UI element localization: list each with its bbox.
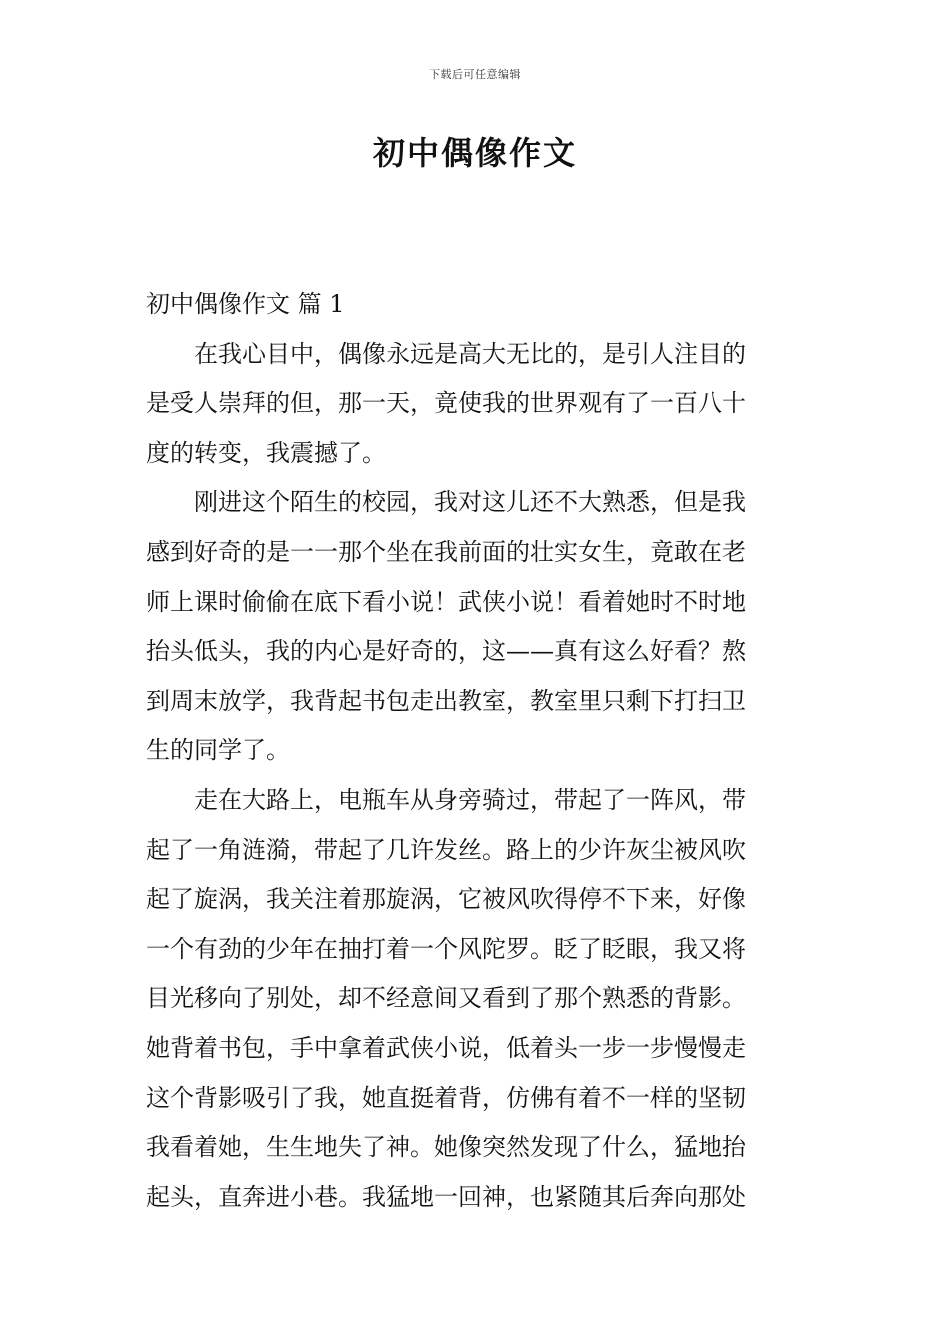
document-title: 初中偶像作文 [372,134,577,172]
header-note: 下载后可任意编辑 [429,68,521,81]
paragraph-1: 在我心目中，偶像永远是高大无比的，是引人注目的 是受人崇拜的但，那一天，竟使我的世界观有了一百八十 度的转变，我震撼了。 [146,339,746,467]
paragraph-3: 走在大路上，电瓶车从身旁骑过，带起了一阵风，带 起了一角涟漪，带起了几许发丝。路上的少许灰尘被风吹 起了旋涡，我关注着那旋涡，它被风吹得停不下来，好像 一个有劲的少年在抽打着一个风陀罗。眨了眨眼，我又将 目光移向了别处，却不经意间又看到了那个熟悉的背影。 她背着书包，手中拿着武侠小说，低着头一步一步慢慢走 这个背影吸引了我，她直挺着背，仿佛有着不一样的坚韧 我看着她，生生地失了神。她像突然发现了什么，猛地抬 起头，直奔进小巷。我猛地一回神，也紧随其后奔向那处 [146,785,746,1211]
paragraph-2: 刚进这个陌生的校园，我对这儿还不大熟悉，但是我 感到好奇的是一一那个坐在我前面的壮实女生，竟敢在老 师上课时偷偷在底下看小说！武侠小说！看着她时不时地 抬头低头，我的内心是好奇的，这——真有这么好看？熬 到周末放学，我背起书包走出教室，教室里只剩下打扫卫 生的同学了。 [146,488,746,765]
document-body [146,280,806,1222]
section-heading: 初中偶像作文 篇 1 [146,290,345,318]
